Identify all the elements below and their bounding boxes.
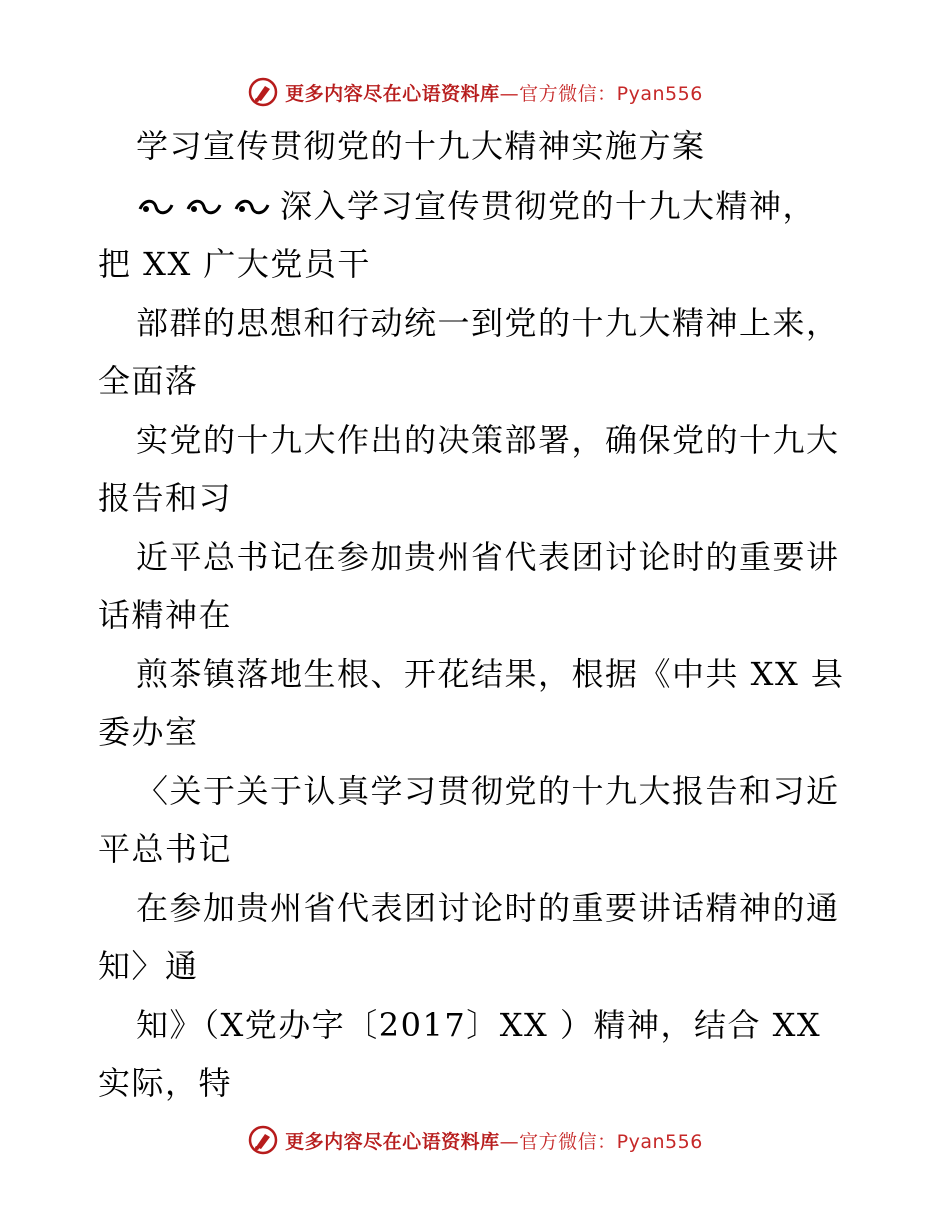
paragraph-line: 把 XX 广大党员干 — [98, 245, 371, 283]
paragraph-line: 近平总书记在参加贵州省代表团讨论时的重要讲 — [136, 538, 840, 576]
paragraph-line: 全面落 — [98, 362, 199, 400]
banner-text — [285, 79, 703, 106]
ornament-swirl-icon — [136, 195, 176, 219]
paragraph-line — [136, 186, 816, 226]
paragraph-line: 在参加贵州省代表团讨论时的重要讲话精神的通 — [136, 889, 840, 927]
paragraph-line: 实党的十九大作出的决策部署，确保党的十九大 — [136, 421, 840, 459]
banner-tail: —官方微信：Pyan556 — [499, 1130, 703, 1153]
banner-lead: 更多内容尽在心语资料库 — [285, 82, 500, 105]
paragraph-line: 平总书记 — [98, 830, 233, 868]
banner-lead: 更多内容尽在心语资料库 — [285, 1130, 500, 1153]
paragraph-line: 知》（X党办字〔2017〕XX ）精神，结合 XX — [136, 1006, 822, 1044]
paragraph-line: 委办室 — [98, 713, 199, 751]
banner-tail: —官方微信：Pyan556 — [499, 82, 703, 105]
paragraph-line: 知〉通 — [98, 947, 199, 985]
paragraph-line: 〈关于关于认真学习贯彻党的十九大报告和习近 — [136, 772, 840, 810]
paragraph-line: 部群的思想和行动统一到党的十九大精神上来， — [136, 304, 840, 342]
paragraph-line: 报告和习 — [98, 479, 233, 517]
banner-text — [285, 1127, 703, 1154]
pen-nib-logo-icon — [247, 76, 279, 108]
ornament-swirl-icon — [184, 195, 224, 219]
paragraph-line: 实际，特 — [98, 1064, 233, 1102]
footer-banner — [0, 1120, 950, 1160]
paragraph-line: 煎茶镇落地生根、开花结果，根据《中共 XX 县 — [136, 655, 845, 693]
header-banner — [0, 72, 950, 112]
paragraph-line-text: 深入学习宣传贯彻党的十九大精神， — [280, 187, 817, 225]
pen-nib-logo-icon — [247, 1124, 279, 1156]
ornament-swirl-icon — [232, 195, 272, 219]
paragraph-line: 话精神在 — [98, 596, 233, 634]
document-title: 学习宣传贯彻党的十九大精神实施方案 — [136, 127, 706, 165]
